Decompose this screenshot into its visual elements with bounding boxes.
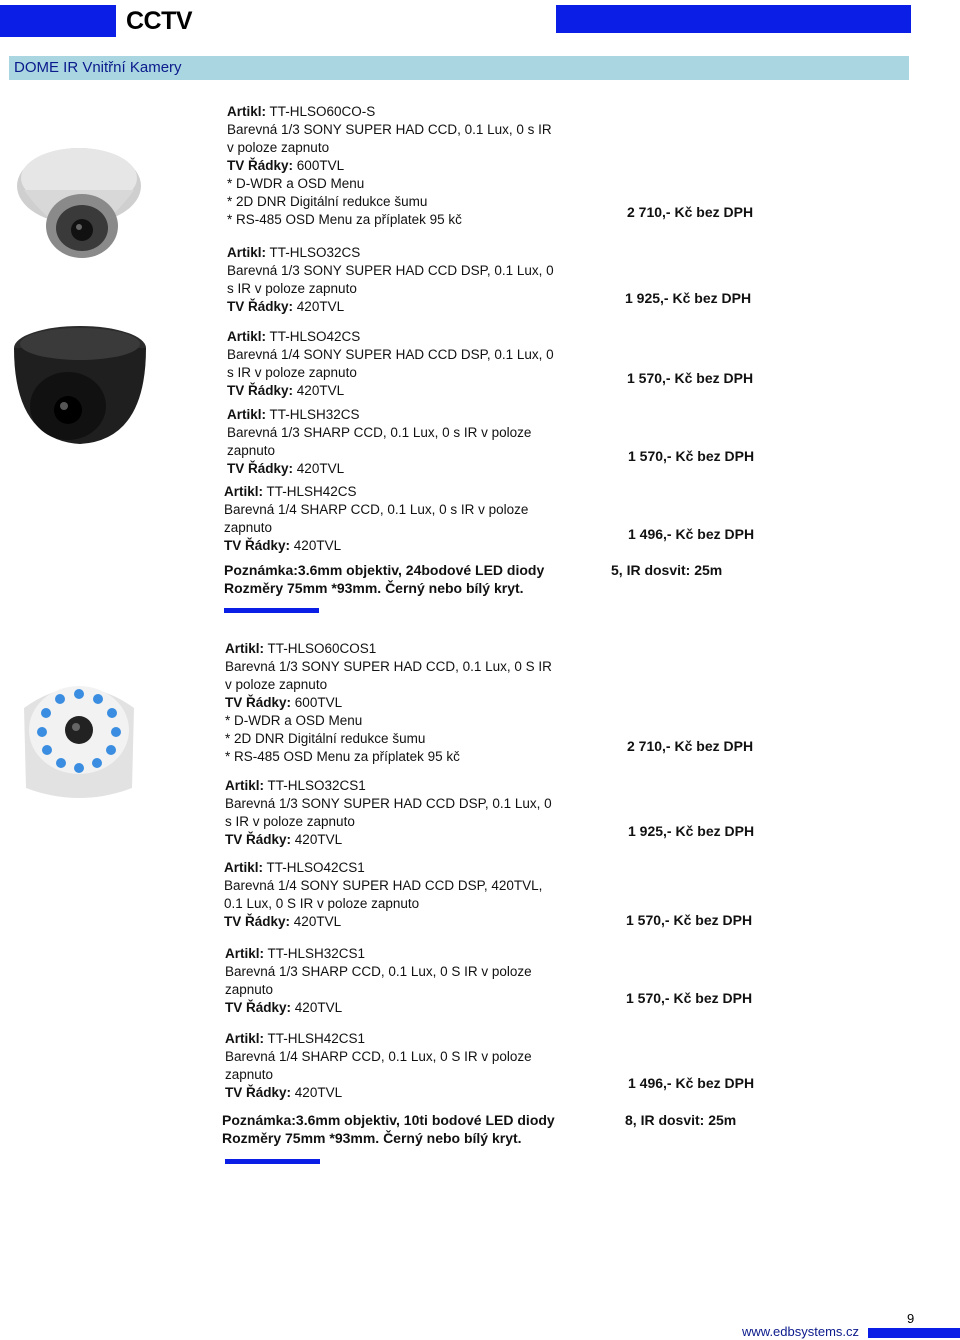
feature-line: * D-WDR a OSD Menu [227,176,365,191]
tv-lines-label: TV Řádky: [225,695,292,710]
price: 1 570,- Kč bez DPH [626,990,753,1006]
note-line: Poznámka:3.6mm objektiv, 24bodové LED diody [224,562,545,578]
tv-lines-value: 420TVL [294,1085,343,1100]
article-code: TT-HLSO42CS1 [266,860,365,875]
product-tt-hlso42cs [227,328,554,400]
camera-black-dome-image [8,320,148,452]
tv-lines-value: 420TVL [293,538,342,553]
article-code: TT-HLSO60COS1 [267,641,377,656]
camera-white-ir-dome-image [18,678,140,806]
description-line: s IR v poloze zapnuto [227,365,357,380]
price: 1 496,- Kč bez DPH [628,526,755,542]
note-dimensions: Rozměry 75mm *93mm. Černý nebo bílý kryt. [222,1130,522,1146]
header-accent-bar-left [0,5,116,37]
product-tt-hlsh42cs [224,483,528,555]
article-label: Artikl: [225,641,265,656]
tv-lines-label: TV Řádky: [227,461,294,476]
article-label: Artikl: [224,484,264,499]
footer-accent-bar [868,1328,960,1338]
price: 1 570,- Kč bez DPH [626,912,753,928]
article-code: TT-HLSH42CS [266,484,357,499]
article-code: TT-HLSH32CS1 [267,946,366,961]
tv-lines-label: TV Řádky: [227,299,294,314]
tv-lines-value: 420TVL [296,299,345,314]
product-tt-hlsh32cs [227,406,531,478]
tv-lines-label: TV Řádky: [225,1085,292,1100]
article-code: TT-HLSO32CS1 [267,778,366,793]
feature-line: * RS-485 OSD Menu za příplatek 95 kč [227,212,462,227]
tv-lines-value: 420TVL [293,914,342,929]
article-label: Artikl: [227,245,267,260]
note-ir-range: 5, IR dosvit: 25m [611,562,723,578]
tv-lines-label: TV Řádky: [224,538,291,553]
description-line: Barevná 1/3 SHARP CCD, 0.1 Lux, 0 S IR v poloze [225,964,532,979]
page-title: CCTV [126,7,193,35]
price: 1 925,- Kč bez DPH [628,823,755,839]
description-line: Barevná 1/4 SHARP CCD, 0.1 Lux, 0 s IR v poloze [224,502,529,517]
tv-lines-value: 600TVL [296,158,345,173]
tv-lines-label: TV Řádky: [224,914,291,929]
section-header [9,56,909,80]
article-code: TT-HLSO60CO-S [269,104,376,119]
divider-bar [224,608,319,613]
note-ir-range: 8, IR dosvit: 25m [625,1112,737,1128]
description-line: Barevná 1/3 SONY SUPER HAD CCD, 0.1 Lux, 0 S IR [225,659,552,674]
description-line: Barevná 1/4 SONY SUPER HAD CCD DSP, 420TVL, [224,878,543,893]
article-label: Artikl: [224,860,264,875]
tv-lines-value: 420TVL [294,1000,343,1015]
feature-line: * D-WDR a OSD Menu [225,713,363,728]
description-line: Barevná 1/3 SONY SUPER HAD CCD DSP, 0.1 Lux, 0 [227,263,554,278]
tv-lines-label: TV Řádky: [227,158,294,173]
note-dimensions: Rozměry 75mm *93mm. Černý nebo bílý kryt. [224,580,524,596]
product-tt-hlso32cs1 [225,777,552,849]
description-line: zapnuto [225,982,274,997]
description-line: s IR v poloze zapnuto [227,281,357,296]
header-accent-bar-right [556,5,911,33]
product-tt-hlsh42cs1 [225,1030,532,1102]
tv-lines-value: 600TVL [294,695,343,710]
article-label: Artikl: [227,329,267,344]
camera-white-dome-image [10,128,148,276]
price: 1 496,- Kč bez DPH [628,1075,755,1091]
description-line: zapnuto [224,520,273,535]
divider-bar [225,1159,320,1164]
description-line: v poloze zapnuto [227,140,330,155]
product-tt-hlso42cs1 [224,859,542,931]
note-line: Poznámka:3.6mm objektiv, 10ti bodové LED diody [222,1112,555,1128]
article-label: Artikl: [225,946,265,961]
tv-lines-value: 420TVL [294,832,343,847]
page-number: 9 [907,1311,915,1326]
price: 2 710,- Kč bez DPH [627,738,754,754]
description-line: v poloze zapnuto [225,677,328,692]
description-line: zapnuto [225,1067,274,1082]
feature-line: * 2D DNR Digitální redukce šumu [227,194,428,209]
price: 2 710,- Kč bez DPH [627,204,754,220]
tv-lines-label: TV Řádky: [225,832,292,847]
description-line: Barevná 1/4 SONY SUPER HAD CCD DSP, 0.1 Lux, 0 [227,347,554,362]
tv-lines-label: TV Řádky: [227,383,294,398]
article-label: Artikl: [225,1031,265,1046]
price: 1 570,- Kč bez DPH [628,448,755,464]
product-tt-hlsh32cs1 [225,945,532,1017]
footer-website-link[interactable]: www.edbsystems.cz [742,1324,860,1339]
description-line: Barevná 1/3 SHARP CCD, 0.1 Lux, 0 s IR v poloze [227,425,532,440]
article-code: TT-HLSH32CS [269,407,360,422]
article-label: Artikl: [225,778,265,793]
section-title: DOME IR Vnitřní Kamery [14,59,182,76]
article-code: TT-HLSO42CS [269,329,361,344]
description-line: zapnuto [227,443,276,458]
description-line: s IR v poloze zapnuto [225,814,355,829]
tv-lines-value: 420TVL [296,461,345,476]
description-line: Barevná 1/4 SHARP CCD, 0.1 Lux, 0 S IR v poloze [225,1049,532,1064]
product-tt-hlso32cs [227,244,554,316]
article-code: TT-HLSH42CS1 [267,1031,366,1046]
article-label: Artikl: [227,104,267,119]
feature-line: * 2D DNR Digitální redukce šumu [225,731,426,746]
article-code: TT-HLSO32CS [269,245,361,260]
description-line: 0.1 Lux, 0 S IR v poloze zapnuto [224,896,420,911]
product-tt-hlso60co-s [227,103,552,229]
tv-lines-value: 420TVL [296,383,345,398]
price: 1 570,- Kč bez DPH [627,370,754,386]
product-tt-hlso60cos1 [225,640,552,766]
price: 1 925,- Kč bez DPH [625,290,752,306]
description-line: Barevná 1/3 SONY SUPER HAD CCD DSP, 0.1 Lux, 0 [225,796,552,811]
article-label: Artikl: [227,407,267,422]
feature-line: * RS-485 OSD Menu za příplatek 95 kč [225,749,460,764]
description-line: Barevná 1/3 SONY SUPER HAD CCD, 0.1 Lux, 0 s IR [227,122,552,137]
tv-lines-label: TV Řádky: [225,1000,292,1015]
